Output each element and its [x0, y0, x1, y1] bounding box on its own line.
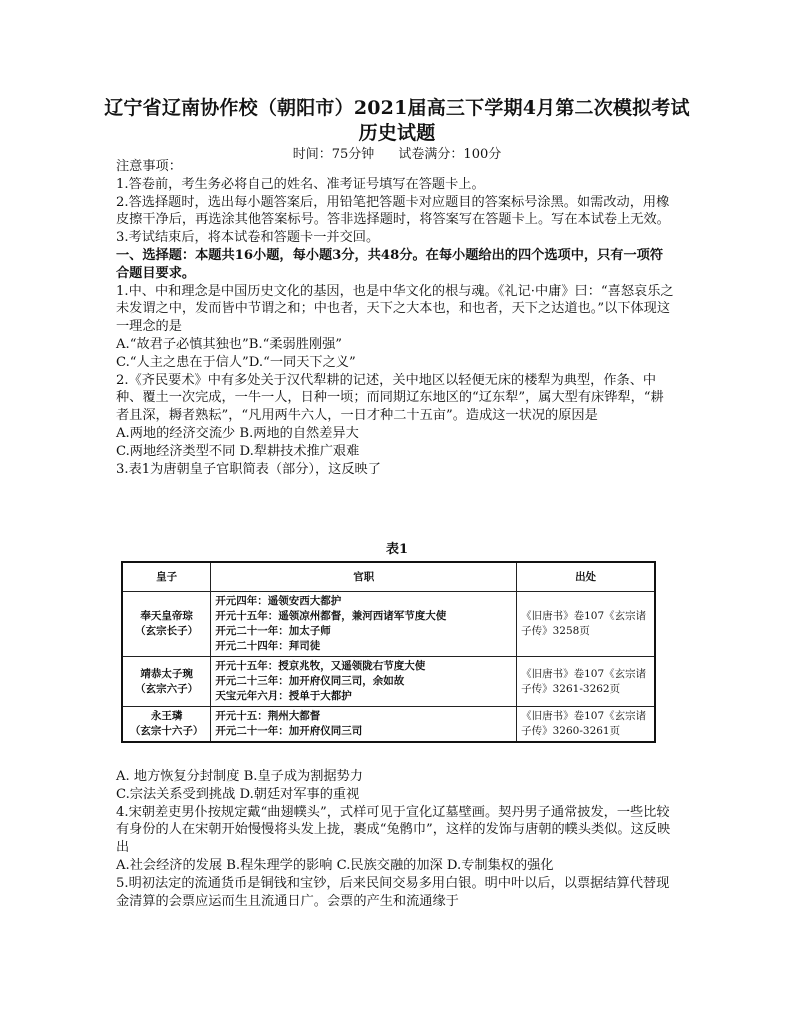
- question-1-options-ab: A.“故君子必慎其独也”B.“柔弱胜刚强”: [116, 336, 343, 352]
- prince-rank: （玄宗六子）: [135, 682, 199, 695]
- office-entry: 天宝元年六月：授单于大都护: [215, 690, 352, 702]
- exam-body-top: [116, 158, 676, 478]
- office-cell: [211, 592, 517, 657]
- question-3-stem: 3.表1为唐朝皇子官职简表（部分），这反映了: [116, 461, 381, 477]
- prince-rank: （玄宗十六子）: [129, 725, 204, 737]
- question-2-options-ab: A.两地的经济交流少 B.两地的自然差异大: [116, 425, 359, 441]
- prince-name: 奉天皇帝琮: [140, 610, 193, 622]
- office-cell: [211, 707, 517, 743]
- prince-name-cell: [122, 592, 211, 657]
- header-prince: 皇子: [122, 562, 211, 592]
- prince-rank: （玄宗长子）: [135, 625, 199, 637]
- question-3-options-cd: C.宗法关系受到挑战 D.朝廷对军事的重视: [116, 786, 360, 802]
- table-title: 表1: [385, 542, 409, 557]
- table-row: [122, 657, 655, 707]
- question-2-options-cd: C.两地经济类型不同 D.犁耕技术推广艰难: [116, 443, 360, 459]
- note-2: 2.答选择题时，选出每小题答案后，用铅笔把答题卡对应题目的答案标号涂黑。如需改动，用橡皮擦干净后，再选涂其他答案标号。答非选择题时，将答案写在答题卡上。写在本试卷上无效。: [116, 194, 670, 228]
- source-cell: 《旧唐书》卷107《玄宗诸子传》3261-3262页: [517, 657, 655, 707]
- section-1-header: 一、选择题：本题共16小题，每小题3分，共48分。在每小题给出的四个选项中，只有一项符合题目要求。: [116, 247, 664, 281]
- header-office: 官职: [211, 562, 517, 592]
- table-header-row: [122, 562, 655, 592]
- prince-name-cell: [122, 657, 211, 707]
- source-cell: 《旧唐书》卷107《玄宗诸子传》3260-3261页: [517, 707, 655, 743]
- notes-header: 注意事项：: [116, 159, 182, 174]
- note-3: 3.考试结束后，将本试卷和答题卡一并交回。: [116, 230, 380, 246]
- prince-name: 靖恭太子琬: [140, 667, 193, 680]
- question-3-options-ab: A. 地方恢复分封制度 B.皇子成为割据势力: [116, 769, 363, 784]
- question-4-stem: 4.宋朝差吏男仆按规定戴“曲翅幞头”，式样可见于宣化辽墓壁画。契丹男子通常披发，一些比较有身份的人在宋朝开始慢慢将头发上拢，裹成“兔鹘巾”，这样的发饰与唐朝的幞头类似。这反映出: [116, 804, 671, 856]
- office-entry: 开元二十一年：加太子师: [215, 625, 331, 637]
- exam-title: 辽宁省辽南协作校（朝阳市）2021届高三下学期4月第二次模拟考试: [104, 97, 690, 119]
- table-row: [122, 707, 655, 743]
- exam-time: 时间：75分钟: [292, 147, 375, 162]
- prince-office-table: [121, 561, 656, 743]
- office-entry: 开元二十四年：拜司徒: [215, 640, 321, 652]
- exam-body-bottom: [116, 768, 676, 910]
- question-4-options: A.社会经济的发展 B.程朱理学的影响 C.民族交融的加深 D.专制集权的强化: [116, 857, 554, 873]
- source-cell: 《旧唐书》卷107《玄宗诸子传》3258页: [517, 592, 655, 657]
- office-entry: 开元十五年：遥领凉州都督，兼河西诸军节度大使: [215, 610, 447, 622]
- question-2-stem: 2.《齐民要术》中有多处关于汉代犁耕的记述，关中地区以轻便无床的楼犁为典型，作条、中种、覆土一次完成，一牛一人，日种一顷；而同期辽东地区的“辽东犁”，属大型有床铧犁，“耕者且深，耨者熟耘”，“凡用两牛六人，一日才种二十五亩”。造成这一状况的原因是: [116, 372, 664, 424]
- question-5-stem: 5.明初法定的流通货币是铜钱和宝钞，后来民间交易多用白银。明中叶以后，以票据结算代替现金清算的会票应运而生且流通日广。会票的产生和流通缘于: [116, 875, 670, 909]
- office-entry: 开元四年：遥领安西大都护: [215, 595, 342, 607]
- prince-name-cell: [122, 707, 211, 743]
- office-cell: [211, 657, 517, 707]
- table-row: [122, 592, 655, 657]
- exam-score: 试卷满分：100分: [398, 147, 502, 162]
- header-source: 出处: [517, 562, 655, 592]
- question-1-options-cd: C.“人主之患在于信人”D.“一同天下之义”: [116, 354, 356, 370]
- office-entry: 开元十五年：授京兆牧，又遥领陇右节度大使: [215, 660, 426, 672]
- office-entry: 开元二十一年：加开府仪同三司: [215, 725, 363, 737]
- exam-subject-title: 历史试题: [358, 122, 436, 144]
- office-entry: 开元二十三年：加开府仪同三司，余如故: [215, 675, 405, 687]
- question-1-stem: 1.中、中和理念是中国历史文化的基因，也是中华文化的根与魂。《礼记·中庸》曰：“喜怒哀乐之未发谓之中，发而皆中节谓之和；中也者，天下之大本也，和也者，天下之达道也。”以下体现这一理念的是: [116, 283, 674, 335]
- office-entry: 开元十五：荆州大都督: [215, 710, 321, 722]
- prince-name: 永王璘: [150, 710, 183, 722]
- note-1: 1.答卷前，考生务必将自己的姓名、准考证号填写在答题卡上。: [116, 176, 485, 192]
